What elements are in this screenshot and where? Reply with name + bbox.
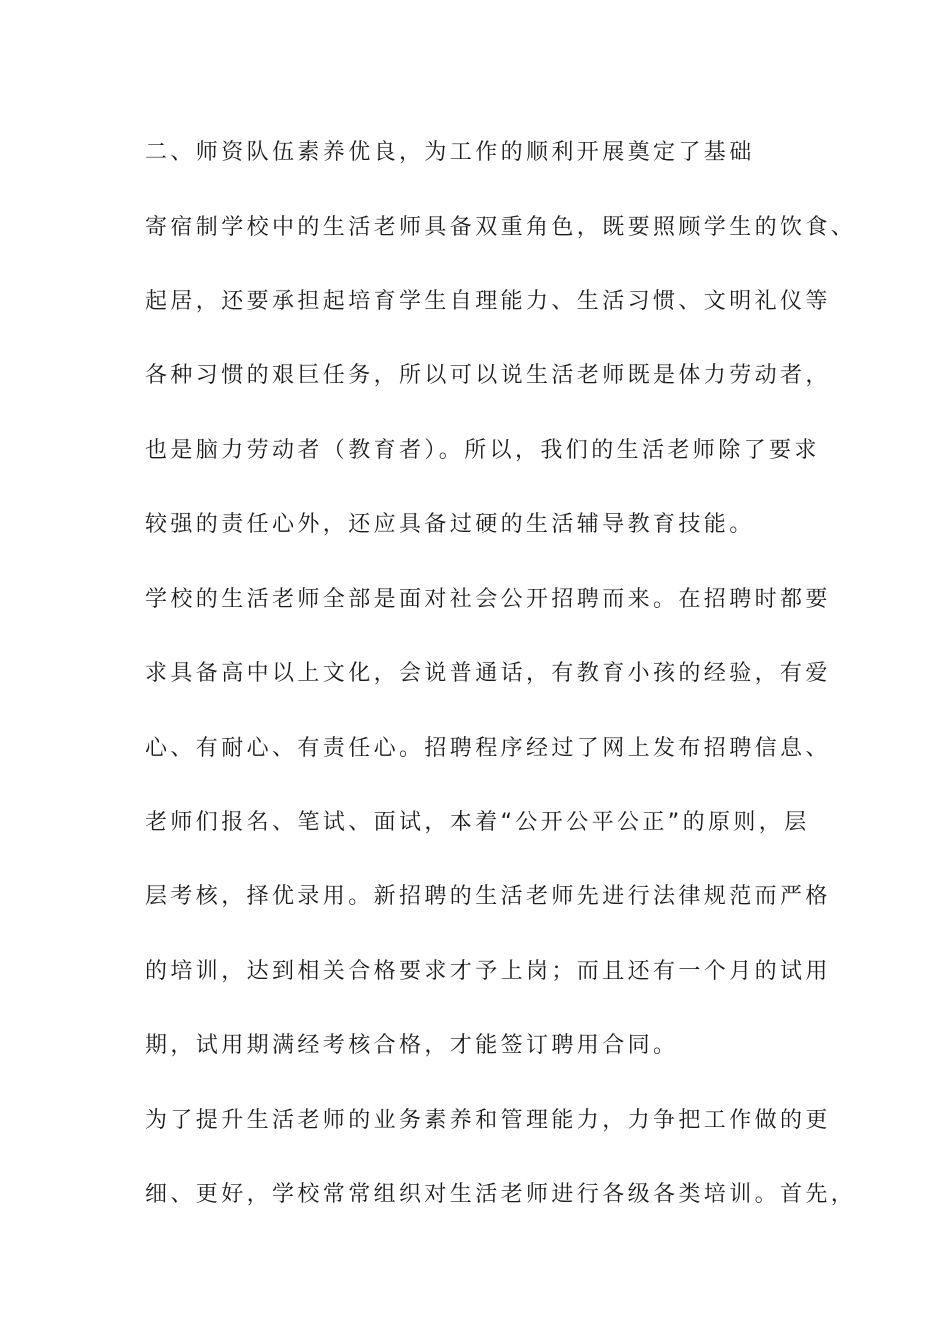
paragraph-line: 层考核，择优录用。新招聘的生活老师先进行法律规范而严格 xyxy=(145,884,831,909)
paragraph-line: 各种习惯的艰巨任务，所以可以说生活老师既是体力劳动者， xyxy=(145,363,831,388)
paragraph-line: 较强的责任心外，还应具备过硬的生活辅导教育技能。 xyxy=(145,512,755,537)
paragraph-line: 为了提升生活老师的业务素养和管理能力，力争把工作做的更 xyxy=(145,1108,831,1133)
section-heading: 二、师资队伍素养优良，为工作的顺利开展奠定了基础 xyxy=(145,140,755,165)
paragraph-line: 寄宿制学校中的生活老师具备双重角色，既要照顾学生的饮食、 xyxy=(145,215,857,240)
paragraph-line: 起居，还要承担起培育学生自理能力、生活习惯、文明礼仪等 xyxy=(145,289,831,314)
paragraph-line: 细、更好，学校常常组织对生活老师进行各级各类培训。首先， xyxy=(145,1182,857,1207)
paragraph-line: 心、有耐心、有责任心。招聘程序经过了网上发布招聘信息、 xyxy=(145,736,831,761)
paragraph-line: 也是脑力劳动者（教育者）。所以，我们的生活老师除了要求 xyxy=(145,438,820,463)
paragraph-line: 期，试用期满经考核合格，才能签订聘用合同。 xyxy=(145,1033,679,1058)
paragraph-line: 的培训，达到相关合格要求才予上岗；而且还有一个月的试用 xyxy=(145,959,831,984)
paragraph-line: 学校的生活老师全部是面对社会公开招聘而来。在招聘时都要 xyxy=(145,587,831,612)
paragraph-line: 老师们报名、笔试、面试，本着“公开公平公正”的原则，层 xyxy=(145,810,810,835)
paragraph-line: 求具备高中以上文化，会说普通话，有教育小孩的经验，有爱 xyxy=(145,661,831,686)
